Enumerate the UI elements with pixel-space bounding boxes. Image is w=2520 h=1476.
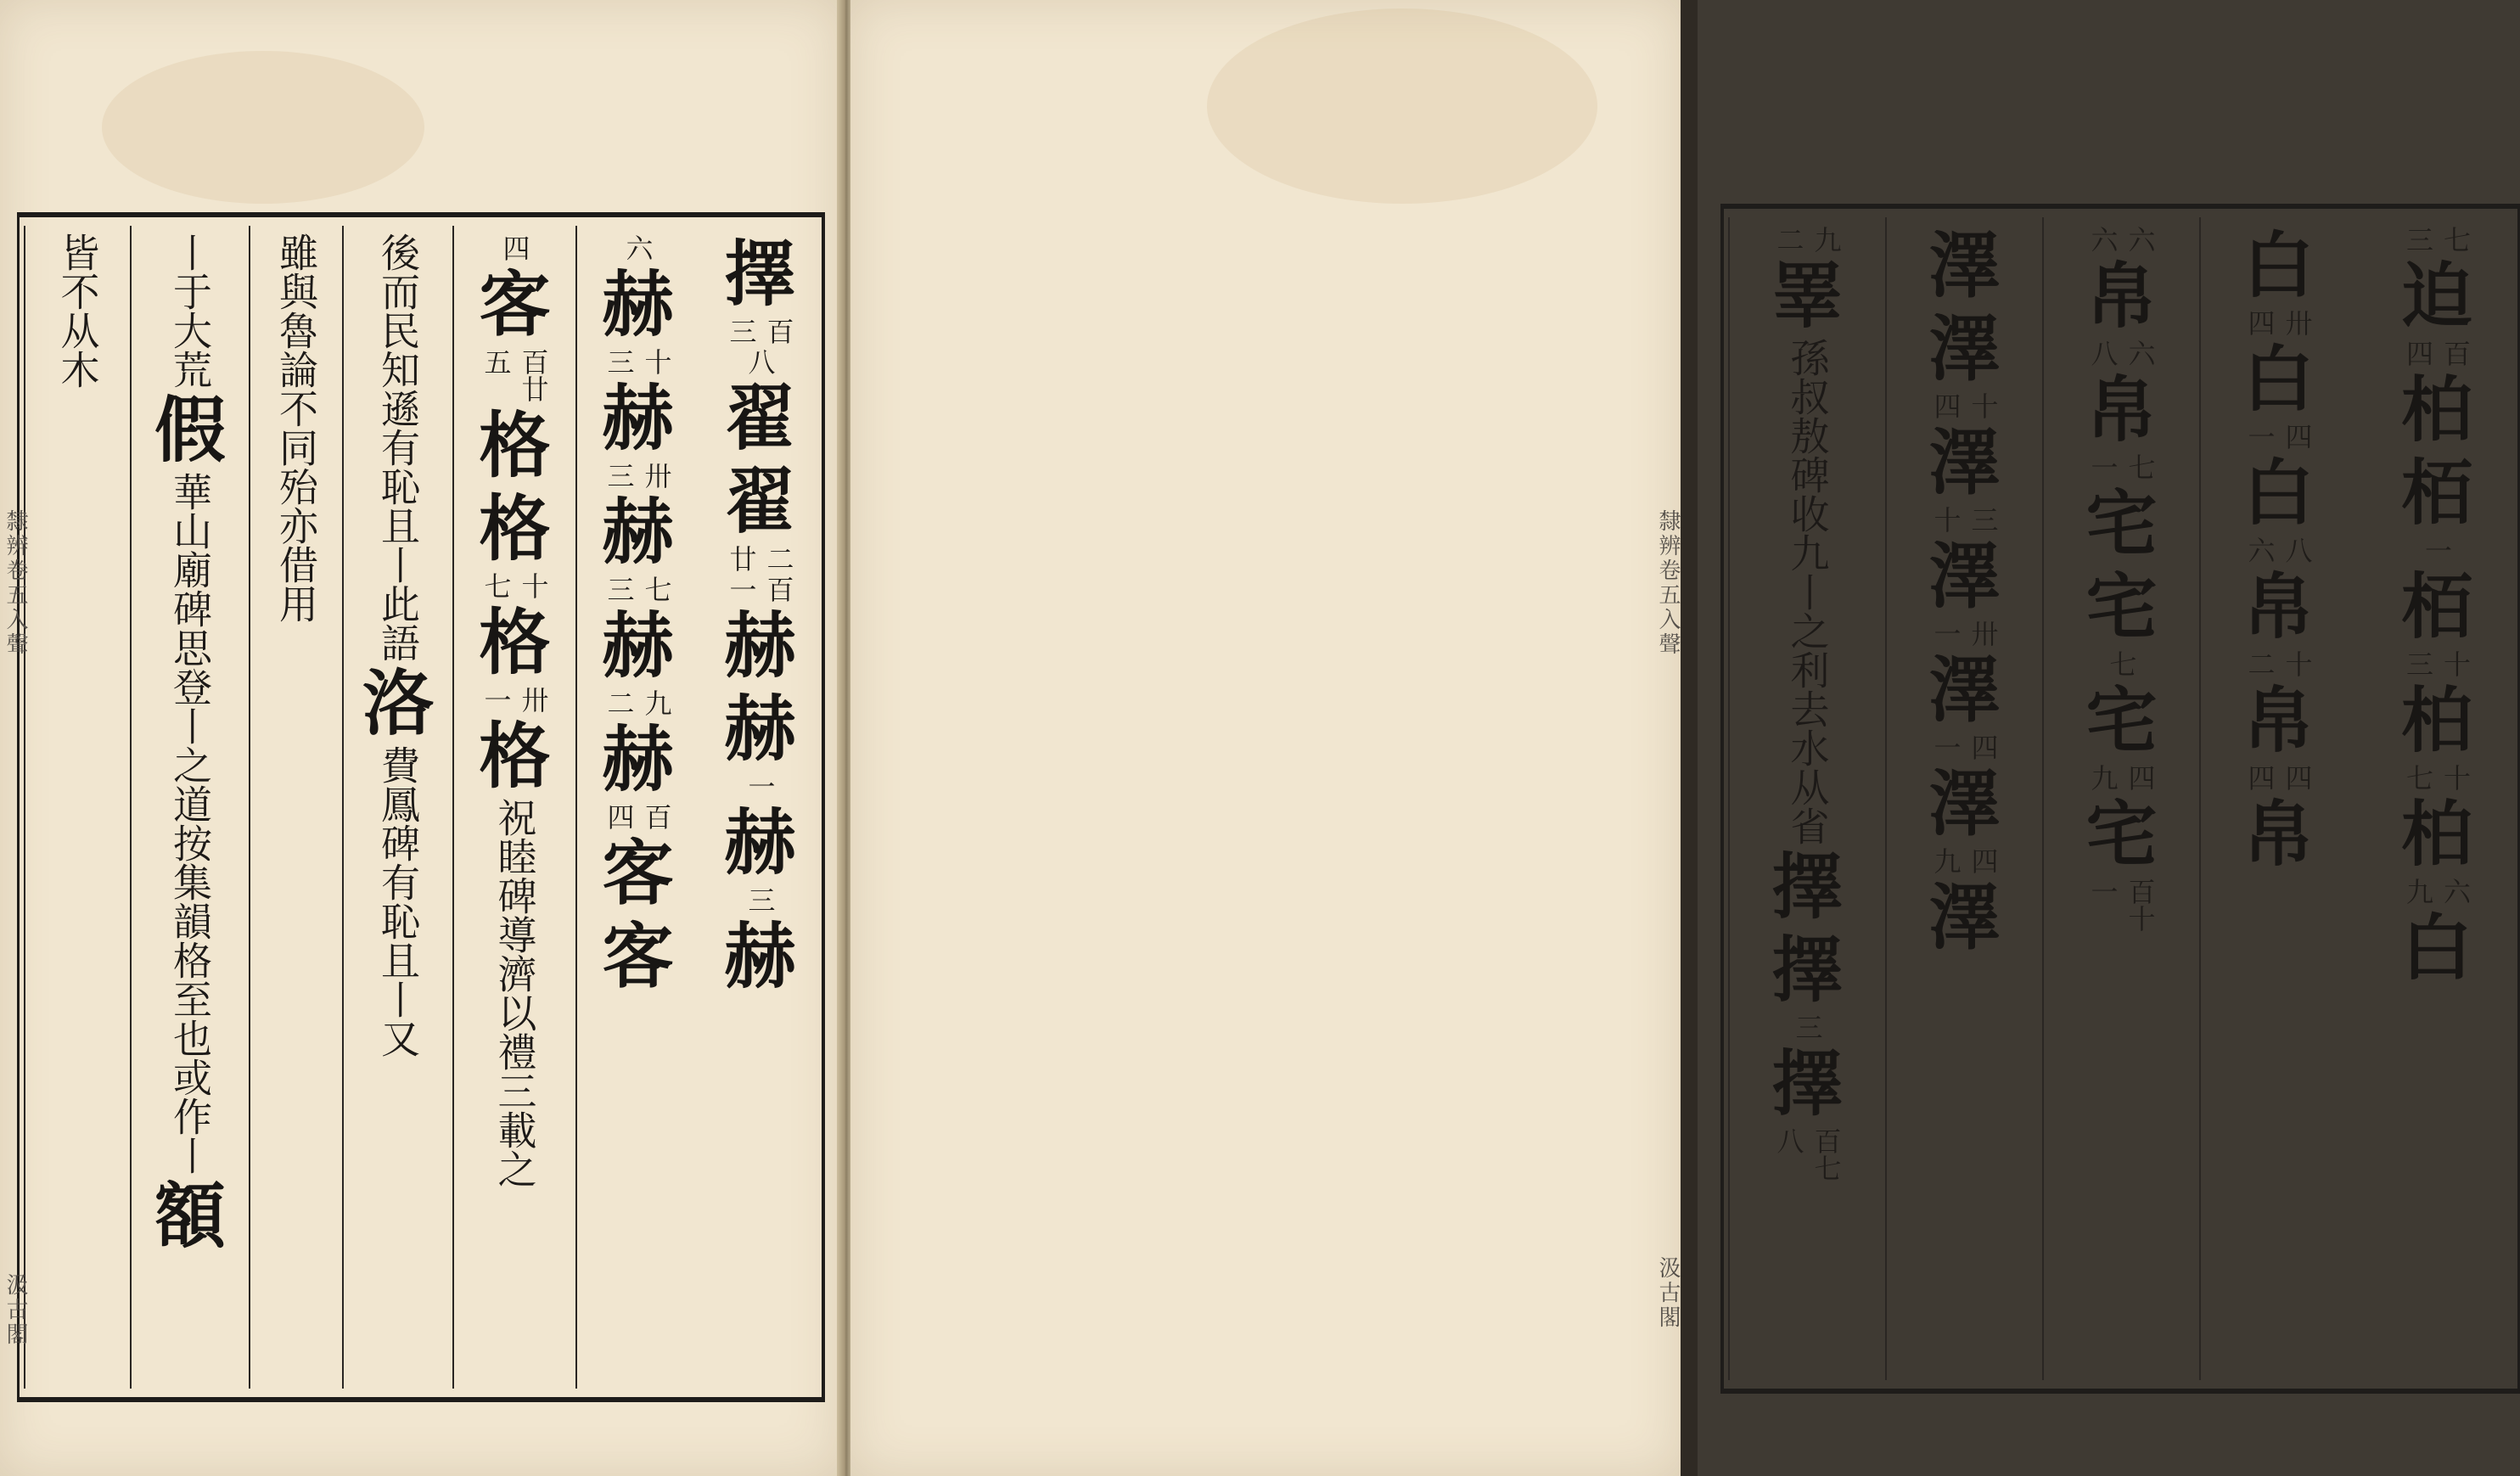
- entry-unit: [154, 389, 226, 472]
- reference-number: 一: [2420, 536, 2453, 564]
- book-edge: [1681, 0, 1698, 1476]
- entry-unit: [374, 745, 422, 901]
- entry-unit: [726, 574, 795, 604]
- commentary-text: 以禮三載之: [491, 993, 538, 1188]
- headword-character: 帛: [2242, 678, 2315, 762]
- right-page-frame: [1720, 204, 2520, 1394]
- source-reference-numbers: [1929, 506, 1999, 533]
- entry-unit: [272, 233, 320, 623]
- reference-number: 十: [2439, 764, 2472, 791]
- right-page-column: [1728, 217, 1885, 1380]
- headword-character: 格: [479, 714, 551, 798]
- source-reference-numbers: [744, 772, 776, 800]
- headword-character: 赫: [724, 687, 796, 771]
- reference-number: 七: [2105, 650, 2138, 677]
- source-reference-numbers: [2086, 878, 2156, 932]
- source-reference-numbers: [2402, 650, 2472, 677]
- reference-number: 十: [1929, 506, 1962, 533]
- entry-unit: [2401, 906, 2472, 990]
- right-margin-publisher: 汲古閣: [1655, 1256, 1681, 1330]
- source-reference-numbers: [499, 234, 531, 261]
- entry-unit: [166, 823, 214, 1175]
- entry-unit: [1928, 535, 2000, 648]
- entry-unit: [2242, 679, 2314, 793]
- entry-unit: [362, 662, 434, 745]
- reference-number: 四: [2281, 423, 2314, 450]
- reference-number: 百: [762, 575, 795, 603]
- headword-character: 翟: [724, 376, 796, 460]
- reference-number: 卅: [517, 686, 550, 713]
- headword-character: 柏: [2400, 792, 2472, 876]
- entry-unit: [2242, 793, 2314, 876]
- entry-unit: [2401, 793, 2472, 906]
- entry-unit: [1928, 224, 2000, 307]
- entry-unit: [602, 377, 673, 491]
- source-reference-numbers: [2402, 764, 2472, 791]
- reference-number: 六: [2124, 226, 2157, 253]
- entry-unit: [2085, 255, 2157, 368]
- reference-number: 百: [762, 317, 795, 345]
- reference-number: 六: [621, 234, 654, 261]
- headword-character: 格: [479, 600, 551, 684]
- reference-number: 九: [1929, 847, 1962, 874]
- reference-number: 百廿: [517, 348, 550, 402]
- source-reference-numbers: [2421, 536, 2453, 564]
- reference-number: 三: [2402, 226, 2434, 253]
- headword-character: 擇: [724, 232, 796, 316]
- headword-character: 客: [602, 914, 674, 998]
- source-reference-numbers: [1773, 226, 1843, 253]
- headword-character: 赫: [724, 800, 796, 884]
- source-reference-numbers: [2243, 309, 2313, 336]
- entry-unit: [2085, 679, 2157, 793]
- entry-unit: [479, 404, 550, 487]
- source-reference-numbers: [2105, 650, 2137, 677]
- reference-number: 十: [2439, 650, 2472, 677]
- source-reference-numbers: [2086, 340, 2156, 367]
- reference-number: 九: [640, 689, 673, 716]
- headword-character: 帛: [2085, 368, 2158, 452]
- entry-unit: [491, 993, 539, 1188]
- headword-character: 宅: [2085, 564, 2158, 648]
- headword-character: 澤: [1928, 420, 2001, 504]
- commentary-text: 孫叔敖碑收九丨: [1784, 338, 1831, 611]
- commentary-text: 之利去水从省: [1784, 611, 1831, 845]
- reference-number: 三: [603, 348, 636, 375]
- reference-number: 六: [2086, 226, 2119, 253]
- entry-unit: [2402, 224, 2472, 255]
- right-margin-title: 隸辨卷五入聲: [1655, 509, 1681, 657]
- entry-unit: [1771, 845, 1843, 929]
- headword-character: 白: [2400, 906, 2472, 990]
- entry-unit: [1784, 338, 1832, 611]
- entry-unit: [166, 233, 214, 389]
- reference-number: 四: [2401, 340, 2434, 367]
- source-reference-numbers: [2086, 453, 2156, 480]
- reference-number: 四: [1967, 733, 2000, 760]
- left-page-column: [699, 226, 822, 1389]
- headword-character: 額: [154, 1174, 226, 1258]
- left-page-column: [24, 226, 130, 1389]
- entry-unit: [374, 233, 422, 662]
- right-page: [850, 0, 2472, 1476]
- entry-unit: [602, 718, 673, 832]
- commentary-text: 費鳳碑有: [375, 745, 421, 901]
- source-reference-numbers: [2243, 423, 2313, 450]
- reference-number: 八: [2281, 536, 2314, 564]
- headword-character: 栢: [2400, 564, 2472, 648]
- headword-character: 澤: [1928, 875, 2001, 959]
- source-reference-numbers: [603, 689, 672, 716]
- entry-unit: [1928, 876, 2000, 959]
- headword-character: 赫: [602, 376, 674, 460]
- reference-number: 三: [603, 575, 636, 603]
- entry-unit: [479, 487, 550, 601]
- source-reference-numbers: [725, 317, 794, 345]
- source-reference-numbers: [1929, 733, 1999, 760]
- entry-unit: [602, 604, 673, 718]
- reference-number: 卅: [640, 462, 673, 489]
- reference-number: 一: [725, 575, 758, 603]
- entry-unit: [724, 233, 795, 346]
- right-page-column: [2042, 217, 2199, 1380]
- headword-character: 帛: [2242, 564, 2315, 648]
- right-page-column: [2356, 217, 2517, 1380]
- reference-number: 一: [480, 686, 513, 713]
- source-reference-numbers: [1791, 1013, 1823, 1041]
- reference-number: 三: [1791, 1013, 1824, 1041]
- headword-character: 赫: [602, 603, 674, 687]
- entry-unit: [2242, 224, 2314, 338]
- entry-unit: [1784, 611, 1832, 845]
- entry-unit: [491, 798, 539, 993]
- reference-number: 三: [744, 886, 777, 913]
- headword-character: 宅: [2085, 481, 2158, 565]
- headword-character: 白: [2242, 337, 2315, 421]
- reference-number: 百十: [2124, 878, 2157, 932]
- reference-number: 百七: [1810, 1127, 1843, 1181]
- reference-number: 九: [2086, 764, 2119, 791]
- entry-unit: [2401, 679, 2472, 793]
- reference-number: 八: [2086, 340, 2119, 367]
- entry-unit: [724, 915, 795, 998]
- reference-number: 六: [2124, 340, 2157, 367]
- reference-number: 一: [2243, 423, 2276, 450]
- entry-unit: [724, 460, 795, 574]
- headword-character: 赫: [724, 914, 796, 998]
- reference-number: 廿: [725, 545, 758, 572]
- headword-character: 澤: [1928, 761, 2001, 845]
- source-reference-numbers: [725, 545, 794, 572]
- entry-unit: [1771, 1042, 1843, 1183]
- entry-unit: [1928, 648, 2000, 762]
- source-reference-numbers: [726, 575, 795, 603]
- reference-number: 四: [1929, 392, 1962, 419]
- left-page-column: [130, 226, 249, 1389]
- entry-unit: [622, 233, 654, 263]
- reference-number: 六: [2243, 536, 2276, 564]
- reference-number: 三: [2401, 650, 2434, 677]
- paper-stain: [1207, 8, 1597, 204]
- headword-character: 假: [154, 388, 226, 472]
- left-page: [0, 0, 840, 1476]
- entry-unit: [2242, 452, 2314, 565]
- entry-unit: [1928, 421, 2000, 535]
- entry-unit: [602, 832, 673, 915]
- entry-unit: [374, 901, 422, 1058]
- headword-character: 格: [479, 486, 551, 570]
- reference-number: 三: [1967, 506, 2000, 533]
- source-reference-numbers: [744, 348, 777, 375]
- left-page-column: [575, 226, 699, 1389]
- reference-number: 七: [2124, 453, 2157, 480]
- commentary-text: 恥且丨又: [375, 901, 421, 1058]
- commentary-text: 華山廟碑思登丨之道: [167, 472, 213, 823]
- headword-character: 宅: [2085, 678, 2158, 762]
- reference-number: 七: [2439, 226, 2472, 253]
- reference-number: 十: [2281, 650, 2314, 677]
- headword-character: 赫: [602, 262, 674, 346]
- source-reference-numbers: [603, 803, 672, 830]
- entry-unit: [2401, 565, 2472, 679]
- reference-number: 五: [480, 348, 513, 375]
- headword-character: 迫: [2400, 254, 2472, 338]
- reference-number: 百: [2439, 340, 2472, 367]
- entry-unit: [54, 233, 102, 389]
- headword-character: 翟: [724, 459, 796, 543]
- reference-number: 卅: [1967, 620, 2000, 647]
- headword-character: 白: [2242, 223, 2315, 307]
- entry-unit: [1771, 929, 1843, 1042]
- source-reference-numbers: [2402, 878, 2472, 905]
- headword-character: 宅: [2085, 792, 2158, 876]
- entry-unit: [2242, 338, 2314, 452]
- entry-unit: [724, 801, 795, 915]
- reference-number: 六: [2439, 878, 2472, 905]
- right-page-column: [2199, 217, 2356, 1380]
- entry-unit: [724, 687, 795, 801]
- headword-character: 柏: [2400, 678, 2472, 762]
- reference-number: 四: [2124, 764, 2157, 791]
- source-reference-numbers: [2402, 226, 2472, 253]
- left-page-frame: [17, 212, 825, 1402]
- entry-unit: [744, 346, 777, 377]
- entry-unit: [479, 715, 550, 798]
- reference-number: 四: [603, 803, 636, 830]
- entry-unit: [154, 1175, 226, 1258]
- entry-unit: [166, 472, 214, 823]
- entry-unit: [602, 491, 673, 604]
- reference-number: 四: [2243, 764, 2276, 791]
- headword-character: 帛: [2242, 792, 2315, 876]
- headword-character: 格: [479, 403, 551, 487]
- reference-number: 四: [2243, 309, 2276, 336]
- source-reference-numbers: [2243, 764, 2313, 791]
- source-reference-numbers: [2402, 340, 2472, 367]
- commentary-text: 按集韻格至也或作丨: [167, 823, 213, 1175]
- entry-unit: [602, 263, 673, 377]
- source-reference-numbers: [480, 686, 549, 713]
- entry-unit: [1773, 224, 1843, 255]
- left-page-column: [249, 226, 342, 1389]
- reference-number: 二: [603, 689, 636, 716]
- source-reference-numbers: [1929, 847, 1999, 874]
- source-reference-numbers: [2243, 650, 2313, 677]
- entry-unit: [2087, 224, 2157, 255]
- headword-character: 洛: [362, 661, 434, 745]
- reference-number: 九: [2401, 878, 2434, 905]
- reference-number: 九: [1810, 226, 1843, 253]
- left-page-column: [452, 226, 575, 1389]
- source-reference-numbers: [1929, 392, 1999, 419]
- reference-number: 四: [1967, 847, 2000, 874]
- entry-unit: [724, 377, 795, 460]
- source-reference-numbers: [480, 572, 549, 599]
- entry-unit: [2242, 565, 2314, 679]
- entry-unit: [2401, 368, 2472, 452]
- reference-number: 一: [2086, 453, 2119, 480]
- commentary-text: 雖與魯論不同殆亦借用: [273, 233, 319, 623]
- source-reference-numbers: [603, 575, 672, 603]
- left-page-column: [342, 226, 452, 1389]
- left-margin-publisher: 汲古閣: [3, 1273, 28, 1347]
- entry-unit: [479, 601, 550, 715]
- reference-number: 一: [2086, 878, 2119, 905]
- headword-character: 澤: [1928, 223, 2001, 307]
- entry-unit: [2085, 482, 2157, 565]
- headword-character: 柏: [2400, 368, 2472, 452]
- headword-character: 澤: [1928, 306, 2001, 390]
- reference-number: 一: [1929, 733, 1962, 760]
- headword-character: 擇: [1771, 1041, 1844, 1125]
- commentary-text: 皆不从木: [54, 233, 101, 389]
- reference-number: 百: [640, 803, 673, 830]
- reference-number: 卅: [2281, 309, 2314, 336]
- reference-number: 七: [2401, 764, 2434, 791]
- source-reference-numbers: [603, 348, 672, 375]
- reference-number: 七: [480, 572, 513, 599]
- headword-character: 客: [479, 262, 551, 346]
- headword-character: 澤: [1928, 534, 2001, 618]
- source-reference-numbers: [744, 886, 776, 913]
- reference-number: 四: [2281, 764, 2314, 791]
- headword-character: 睪: [1771, 254, 1844, 338]
- headword-character: 赫: [602, 717, 674, 801]
- entry-unit: [602, 915, 673, 998]
- reference-number: 十: [640, 348, 673, 375]
- paper-stain: [102, 51, 424, 204]
- source-reference-numbers: [480, 348, 549, 402]
- source-reference-numbers: [1772, 1127, 1842, 1181]
- reference-number: 一: [1929, 620, 1962, 647]
- reference-number: 八: [744, 348, 777, 375]
- headword-character: 白: [2242, 451, 2315, 535]
- entry-unit: [2401, 255, 2472, 368]
- right-page-column: [1885, 217, 2042, 1380]
- reference-number: 四: [498, 234, 531, 261]
- reference-number: 二: [2243, 650, 2276, 677]
- source-reference-numbers: [603, 462, 672, 489]
- reference-number: 二: [762, 545, 795, 572]
- headword-character: 擇: [1771, 845, 1844, 929]
- headword-character: 澤: [1928, 648, 2001, 732]
- entry-unit: [2085, 368, 2157, 482]
- entry-unit: [2085, 793, 2157, 934]
- source-reference-numbers: [1929, 620, 1999, 647]
- reference-number: 三: [603, 462, 636, 489]
- left-margin-title: 隸辨卷五入聲: [3, 509, 28, 657]
- reference-number: 七: [640, 575, 673, 603]
- entry-unit: [1771, 255, 1843, 338]
- headword-character: 客: [602, 831, 674, 915]
- source-reference-numbers: [2086, 764, 2156, 791]
- entry-unit: [1928, 762, 2000, 876]
- headword-character: 赫: [602, 490, 674, 574]
- reference-number: 二: [1772, 226, 1805, 253]
- source-reference-numbers: [2243, 536, 2313, 564]
- entry-unit: [499, 233, 531, 263]
- headword-character: 帛: [2085, 254, 2158, 338]
- headword-character: 擇: [1771, 928, 1844, 1012]
- entry-unit: [2085, 565, 2157, 679]
- reference-number: 十: [517, 572, 550, 599]
- commentary-text: 祝睦碑導濟: [491, 798, 538, 993]
- entry-unit: [2401, 452, 2472, 565]
- headword-character: 栢: [2400, 451, 2472, 535]
- reference-number: 八: [1772, 1127, 1805, 1154]
- entry-unit: [479, 263, 550, 404]
- headword-character: 赫: [724, 603, 796, 687]
- reference-number: 三: [725, 317, 758, 345]
- reference-number: 一: [744, 772, 777, 800]
- source-reference-numbers: [2087, 226, 2157, 253]
- entry-unit: [724, 604, 795, 687]
- commentary-text: 丨于大荒: [167, 233, 213, 389]
- reference-number: 十: [1967, 392, 2000, 419]
- entry-unit: [1928, 307, 2000, 421]
- source-reference-numbers: [622, 234, 654, 261]
- commentary-text: 後而民知遜有恥且丨此語: [375, 233, 421, 662]
